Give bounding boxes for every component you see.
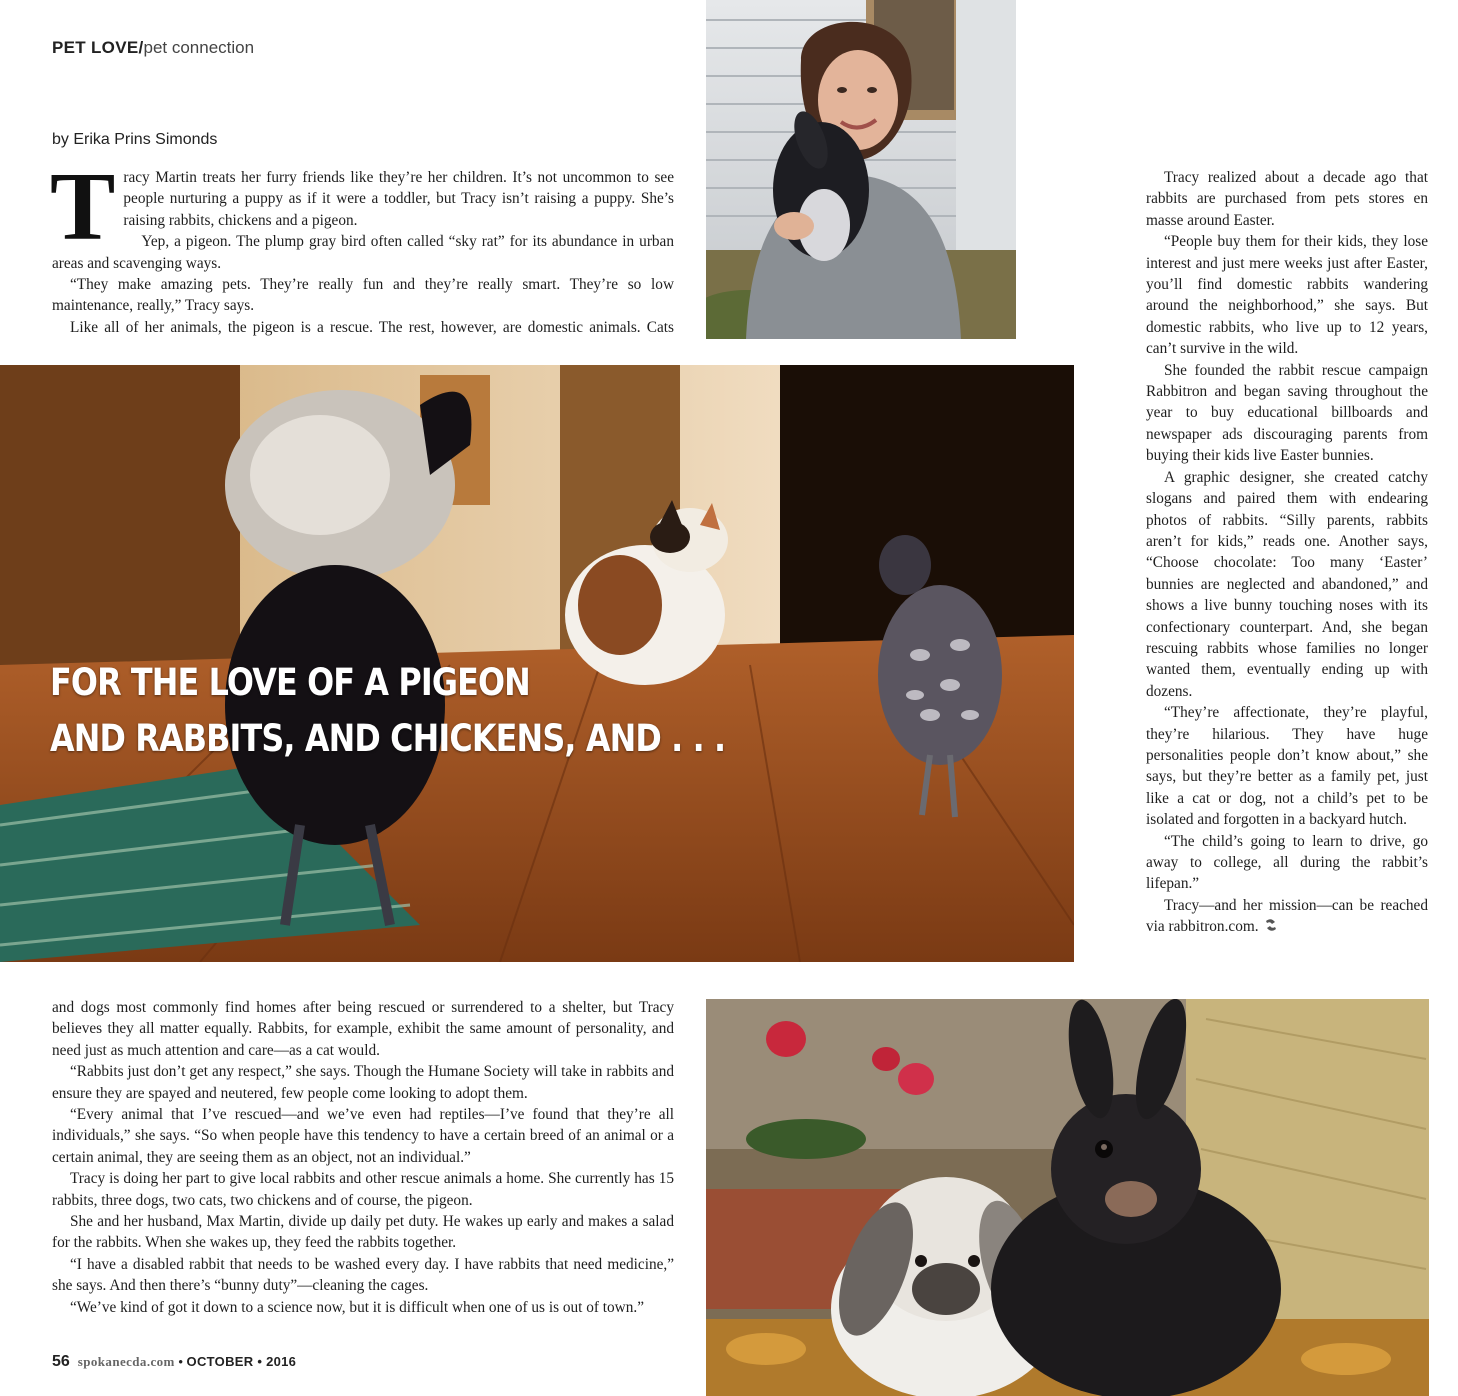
article-paragraph: She founded the rabbit rescue campaign Rabbitron and began saving throughout the year to buy educational billboards and newspaper ads discouraging parents from buying their kids live Easter bunnies.: [1146, 361, 1428, 465]
article-paragraph: A graphic designer, she created catchy slogans and paired them with endearing photos of rabbits. “Silly parents, rabbits aren’t for kids,” reads one. Another says, “Choose chocolate: Too many ‘Easter’ bunnies are neglected and abandoned,” and shows a live bunny touching noses with its confectionary counterpart. And, she began rescuing rabbits whose families no longer wanted them, eventually ending up with dozens.: [1146, 468, 1428, 700]
end-mark-icon: [1263, 918, 1279, 932]
article-paragraph: “I have a disabled rabbit that needs to be washed every day. I have rabbits that need medicine,” she says. And then there’s “bunny duty”—cleaning the cages.: [52, 1255, 674, 1295]
article-column-right: [1146, 167, 1428, 938]
drop-cap: T: [50, 153, 116, 261]
article-paragraph: Like all of her animals, the pigeon is a rescue. The rest, however, are domestic animals. Cats: [70, 318, 674, 336]
article-paragraph: “Every animal that I’ve rescued—and we’ve even had reptiles—I’ve found that they’re all individuals,” she says. “So when people have this tendency to have a certain breed of an animal or a certain animal, they are seeing them as an object, not an individual.”: [52, 1106, 674, 1166]
article-column-top: [50, 153, 674, 338]
article-paragraph: Tracy—and her mission—can be reached via rabbitron.com.: [1146, 896, 1428, 936]
article-paragraph: Tracy realized about a decade ago that rabbits are purchased from pets stores en masse around Easter.: [1146, 169, 1428, 229]
issue-date: OCTOBER • 2016: [186, 1354, 297, 1369]
article-paragraph: “We’ve kind of got it down to a science now, but it is difficult when one of us is out of town.”: [70, 1298, 644, 1316]
article-paragraph: “They make amazing pets. They’re really fun and they’re really smart. They’re so low maintenance, really,” Tracy says.: [52, 276, 674, 315]
article-paragraph: She and her husband, Max Martin, divide up daily pet duty. He wakes up early and makes a salad for the rabbits. When she wakes up, they feed the rabbits together.: [52, 1213, 674, 1252]
article-paragraph: and dogs most commonly find homes after being rescued or surrendered to a shelter, but Tracy believes they all matter equally. Rabbits, for example, exhibit the same amount of personality, and need just as much attention and care—as a cat would.: [52, 999, 674, 1059]
page-number: 56: [52, 1353, 70, 1370]
section-label: PET LOVE/: [52, 38, 144, 57]
photo-two-rabbits: [706, 999, 1429, 1396]
headline-line-1: FOR THE LOVE OF A PIGEON: [50, 661, 530, 704]
page-footer: 56 spokanecda.com • OCTOBER • 2016: [52, 1353, 297, 1370]
article-paragraph: “They’re affectionate, they’re playful, they’re hilarious. They have huge personalities people don’t know about,” she says, but they’re better as a family pet, just like a cat or dog, not a child’s pet to be isolated and forgotten in a backyard hutch.: [1146, 704, 1428, 829]
article-paragraph: Tracy Martin treats her furry friends like they’re her children. It’s not uncommon to see people nurturing a puppy as if it were a toddler, but Tracy isn’t raising a puppy. She’s raising rabbits, chickens and a pigeon.: [50, 153, 674, 261]
article-paragraph: Tracy is doing her part to give local rabbits and other rescue animals a home. She currently has 15 rabbits, three dogs, two cats, two chickens and of course, the pigeon.: [52, 1170, 674, 1209]
photo-woman-with-rabbit: [706, 0, 1016, 339]
site-url[interactable]: spokanecda.com: [77, 1354, 175, 1369]
byline: by Erika Prins Simonds: [52, 131, 218, 148]
article-paragraph: “Rabbits just don’t get any respect,” she says. Though the Humane Society will take in rabbits and ensure they are spayed and neutered, few people come looking to adopt them.: [52, 1063, 674, 1102]
article-paragraph: “The child’s going to learn to drive, go away to college, all during the rabbit’s lifepan.”: [1146, 832, 1428, 893]
headline: [50, 655, 725, 767]
headline-line-2: AND RABBITS, AND CHICKENS, AND . . .: [50, 717, 726, 760]
article-paragraph: Yep, a pigeon. The plump gray bird often called “sky rat” for its abundance in urban areas and scavenging ways.: [52, 233, 674, 272]
article-paragraph: “People buy them for their kids, they lose interest and just mere weeks just after Easter, you’ll find domestic rabbits wandering around the neighborhood,” she says. But domestic rabbits, who live up to 12 years, can’t survive in the wild.: [1146, 233, 1428, 358]
article-column-bottom: [52, 997, 674, 1318]
subsection-label: pet connection: [143, 38, 255, 57]
section-header: [52, 38, 254, 58]
